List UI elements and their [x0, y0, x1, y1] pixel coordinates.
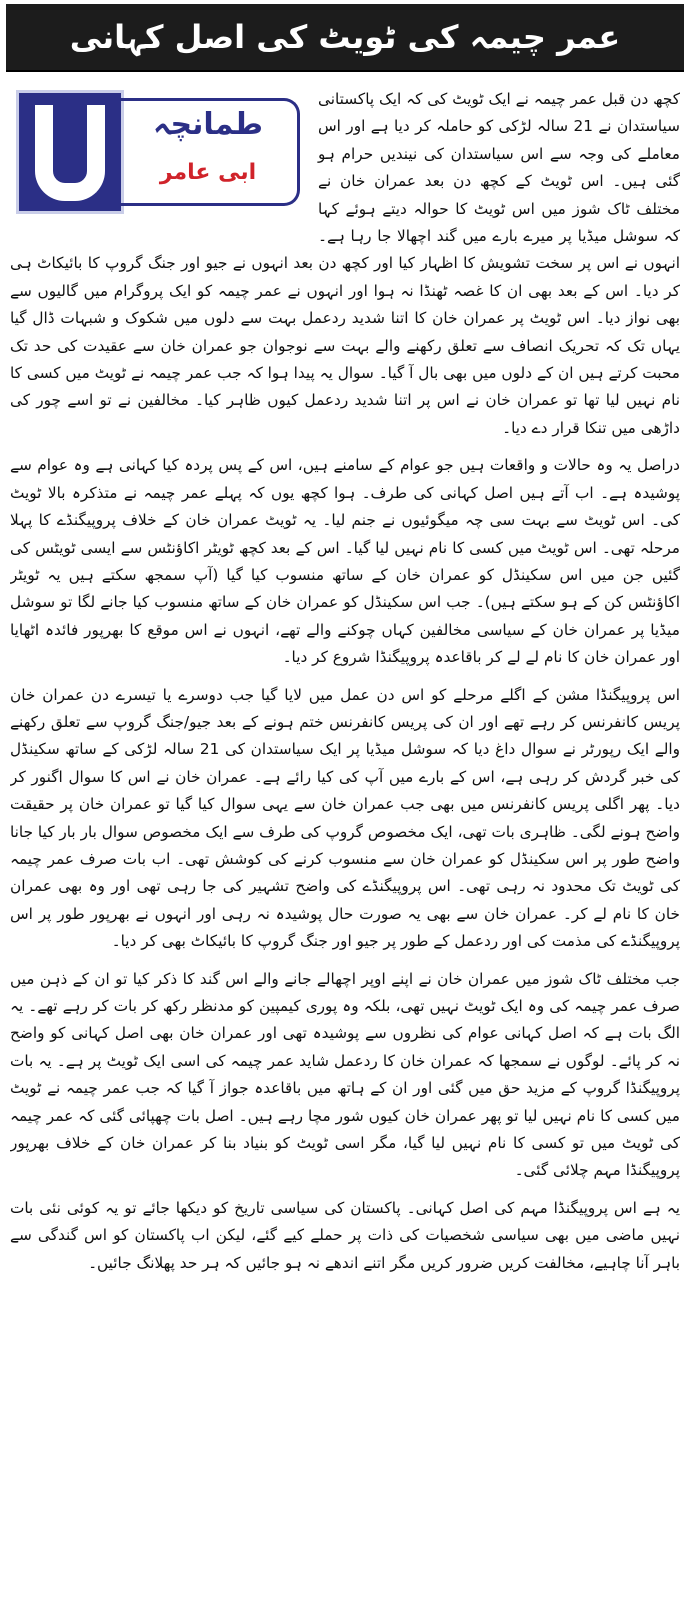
- logo-u-badge: [16, 90, 124, 214]
- paragraph-3: اس پروپیگنڈا مشن کے اگلے مرحلے کو اس دن عمل میں لایا گیا جب دوسرے یا تیسرے دن عمران خان پریس کانفرنس کر رہے تھے اور ان کی پریس کانفرنس ختم ہونے کے بعد جیو/جنگ گروپ سے تعلق رکھنے والے ایک رپورٹر نے سوال داغ دیا کہ سوشل میڈیا پر ایک سیاستدان کی 21 سالہ لڑکی کے ساتھ سکینڈل کی خبر گردش کر رہی ہے، اس کے بارے میں آپ کی کیا رائے ہے۔ عمران خان نے اس کا سوال اگنور کر دیا۔ پھر اگلی پریس کانفرنس میں بھی جب عمران خان سے یہی سوال کیا گیا تو عمران خان پر حقیقت واضح ہونے لگی۔ ظاہری بات تھی، ایک مخصوص گروپ کی طرف سے ایک مخصوص سوال بار بار کیا جانا واضح طور پر اس سکینڈل کو عمران خان سے منسوب کرنے کی کوشش تھی۔ اب بات صرف عمر چیمہ کی ٹویٹ تک محدود نہ رہی تھی۔ اس پروپیگنڈے کی واضح تشہیر کی جا رہی تھی اور وہ بھی عمران خان کا نام لے کر۔ عمران خان سے بھی یہ صورت حال پوشیدہ نہ رہی اور انہوں نے بھرپور طور پر اس پروپیگنڈے کی مذمت کی اور ردعمل کے طور پر جیو اور جنگ گروپ کا بائیکاٹ بھی کر دیا۔: [10, 685, 680, 951]
- column-title: طمانچہ: [152, 107, 264, 142]
- logo-frame: [120, 98, 300, 206]
- logo-u-letter: [35, 105, 105, 201]
- paragraph-2: دراصل یہ وہ حالات و واقعات ہیں جو عوام کے سامنے ہیں، اس کے پس پردہ کیا کہانی ہے وہ عوام سے پوشیدہ ہے۔ اب آتے ہیں اصل کہانی کی طرف۔ ہوا کچھ یوں کہ پہلے عمر چیمہ نے متذکرہ بالا ٹویٹ کی۔ اس ٹویٹ سے بہت سی چہ میگوئیوں نے جنم لیا۔ یہ ٹویٹ عمران خان کے خلاف پروپیگنڈے کا پہلا مرحلہ تھی۔ اس ٹویٹ میں کسی کا نام نہیں لیا گیا۔ اس کے بعد کچھ ٹویٹر اکاؤنٹس سے ایسی ٹویٹس کی گئیں جن میں اس سکینڈل کو عمران خان کے ساتھ منسوب کیا گیا (آپ سمجھ سکتے ہیں یہ ٹویٹر اکاؤنٹس کن کے ہو سکتے ہیں)۔ جب اس سکینڈل کو عمران خان کے ساتھ منسوب کیا جانے لگا تو سوشل میڈیا پر عمران خان کے سیاسی مخالفین کہاں چوکنے والے تھے، انہوں نے اس موقع کا بھرپور فائدہ اٹھایا اور عمران خان کا نام لے لے کر باقاعدہ پروپیگنڈا شروع کر دیا۔: [10, 456, 680, 667]
- paragraph-5: یہ ہے اس پروپیگنڈا مہم کی اصل کہانی۔ پاکستان کی سیاسی تاریخ کو دیکھا جائے تو یہ کوئی نئی بات نہیں ماضی میں بھی سیاسی شخصیات کی ذات پر حملے کیے گئے، لیکن اب پاکستان کو اس گندگی سے باہر آنا چاہیے، مخالفت کریں ضرور کریں مگر اتنے اندھے نہ ہو جائیں کہ ہر حد پھلانگ جائیں۔: [10, 1198, 680, 1272]
- article-body: [10, 86, 680, 1594]
- column-author: ابی عامر: [159, 160, 257, 185]
- paragraph-4: جب مختلف ٹاک شوز میں عمران خان نے اپنے اوپر اچھالے جانے والے اس گند کا ذکر کیا تو ان کے ذہن میں صرف عمر چیمہ کی وہ ایک ٹویٹ نہیں تھی، بلکہ وہ پوری کیمپین کو مدنظر رکھ کر بات کر رہے تھے۔ یہ الگ بات ہے کہ اصل کہانی عوام کی نظروں سے پوشیدہ تھی اور عمران خان بھی اصل کہانی کو واضح نہ کر پائے۔ لوگوں نے سمجھا کہ عمران خان کا ردعمل شاید عمر چیمہ کی اسی ایک ٹویٹ پر ہے۔ یہ بات پروپیگنڈا گروپ کے مزید حق میں گئی اور ان کے ہاتھ میں باقاعدہ جواز آ گیا کہ جب عمر چیمہ نے ٹویٹ میں کسی کا نام نہیں لیا تو پھر عمران خان کیوں شور مچا رہے ہیں۔ اصل بات چھپائی گئی کہ عمر چیمہ کی ٹویٹ میں تو کسی کا نام نہیں لیا گیا، مگر اسی ٹویٹ کو بنیاد بنا کر عمران خان کے خلاف بھرپور پروپیگنڈا مہم چلائی گئی۔: [10, 969, 680, 1180]
- column-logo: [16, 90, 304, 218]
- paragraph-1: کچھ دن قبل عمر چیمہ نے ایک ٹویٹ کی کہ ایک پاکستانی سیاستدان نے 21 سالہ لڑکی کو حاملہ کر دیا ہے اور اس معاملے کی وجہ سے اس سیاستدان کی نیندیں حرام ہو گئی ہیں۔ اس ٹویٹ کے کچھ دن بعد عمران خان نے مختلف ٹاک شوز میں اس ٹویٹ کا حوالہ دیتے ہوئے کہا کہ سوشل میڈیا پر میرے بارے میں گند اچھالا جا رہا ہے۔ انہوں نے اس پر سخت تشویش کا اظہار کیا اور کچھ دن بعد انہوں نے جیو اور جنگ گروپ کا بائیکاٹ ہی کر دیا۔ اس کے بعد بھی ان کا غصہ ٹھنڈا نہ ہوا اور انہوں نے عمر چیمہ کو ایک پروگرام میں گالیوں سے بھی نواز دیا۔ اس ٹویٹ پر عمران خان کا اتنا شدید ردعمل بہت سے دلوں میں شکوک و شبہات ڈال گیا یہاں تک کہ تحریک انصاف سے تعلق رکھنے والے بہت سے نوجوان جو عمران خان سے عقیدت کی حد تک محبت کرتے ہیں ان کے دلوں میں بھی بال آ گیا۔ سوال یہ پیدا ہوا کہ جب عمر چیمہ نے ٹویٹ میں کسی کا نام نہیں لیا تھا تو عمران خان نے اس پر اتنا شدید ردعمل کیوں ظاہر کیا۔ مخالفین نے تو اسے چور کی داڑھی میں تنکا قرار دے دیا۔: [10, 90, 680, 437]
- headline: عمر چیمہ کی ٹویٹ کی اصل کہانی: [6, 4, 684, 72]
